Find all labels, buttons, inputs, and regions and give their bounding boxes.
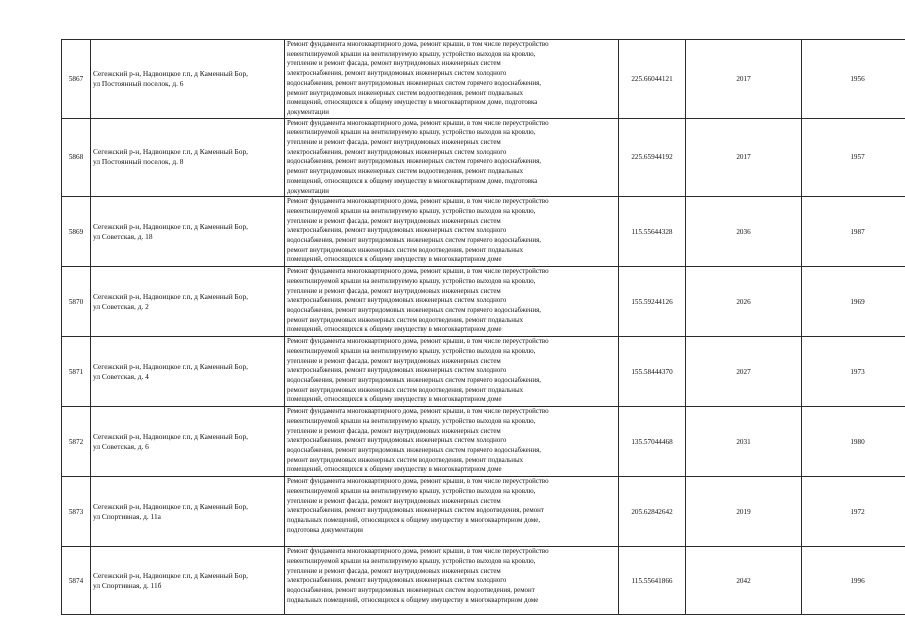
works-line: электроснабжения, ремонт внутридомовых инженерных систем холодного [287,148,507,156]
table-body [62,40,905,615]
planned-year-cell: 2027 [686,337,802,407]
cost-cell: 115.55644328 [619,197,686,267]
works-line: невентилируемой крыши на вентилируемую крышу, устройство выходов на кровлю, [287,50,536,58]
works-line: электроснабжения, ремонт внутридомовых инженерных систем холодного [287,70,507,78]
works-line: водоснабжения, ремонт внутридомовых инженерных систем горячего водоснабжения, [287,447,541,455]
works-line: помещений, относящихся к общему имуществу в многоквартирном доме [287,396,502,404]
works-line: помещений, относящихся к общему имуществу в многоквартирном доме, подготовка [287,177,538,185]
works-line: Ремонт фундамента многоквартирного дома, ремонт крыши, в том числе переустройство [287,478,549,486]
works-line: Ремонт фундамента многоквартирного дома, ремонт крыши, в том числе переустройство [287,41,549,48]
works-line: документации [287,108,329,116]
works-line: утепление и ремонт фасада, ремонт внутридомовых инженерных систем [287,427,501,435]
works-line: ремонт внутридомовых инженерных систем водоотведения, ремонт подвальных [287,456,524,464]
address-cell [91,407,285,477]
works-line: документации [287,187,329,195]
works-description-cell [285,40,619,119]
works-line: водоснабжения, ремонт внутридомовых инженерных систем горячего водоснабжения, [287,237,541,245]
cost-cell: 225.66044121 [619,40,686,119]
address-line: ул Советская, д. 6 [93,441,149,451]
address-cell [91,118,285,197]
row-number-cell: 5872 [62,407,91,477]
works-line: невентилируемой крыши на вентилируемую крышу, устройство выходов на кровлю, [287,129,536,137]
works-line: утепление и ремонт фасада, ремонт внутридомовых инженерных систем [287,60,501,68]
address-line: Сегежский р-н, Надвоицкое г.п, д Каменный Бор, [93,221,249,231]
address-cell [91,547,285,615]
works-line: невентилируемой крыши на вентилируемую крышу, устройство выходов на кровлю, [287,417,536,425]
works-line: Ремонт фундамента многоквартирного дома, ремонт крыши, в том числе переустройство [287,338,549,346]
address-cell [91,267,285,337]
row-number-cell: 5868 [62,118,91,197]
cost-cell: 115.55641866 [619,547,686,615]
repair-program-table [61,39,905,615]
works-line: невентилируемой крыши на вентилируемую крышу, устройство выходов на кровлю, [287,207,536,215]
row-number-cell: 5869 [62,197,91,267]
planned-year-cell: 2042 [686,547,802,615]
works-line: электроснабжения, ремонт внутридомовых инженерных систем водоотведения, ремонт [287,507,544,515]
works-line: подвальных помещений, относящихся к общему имуществу в многоквартирном доме [287,596,539,604]
works-line: помещений, относящихся к общему имуществу в многоквартирном доме [287,466,502,474]
works-line: водоснабжения, ремонт внутридомовых инженерных систем горячего водоснабжения, [287,158,541,166]
works-line: ремонт внутридомовых инженерных систем водоотведения, ремонт подвальных [287,89,524,97]
works-line: водоснабжения, ремонт внутридомовых инженерных систем горячего водоснабжения, [287,79,541,87]
works-line: помещений, относящихся к общему имуществу в многоквартирном доме [287,256,502,264]
cost-cell: 135.57044468 [619,407,686,477]
build-year-cell: 1956 [802,40,905,119]
address-line: Сегежский р-н, Надвоицкое г.п, д Каменный Бор, [93,291,249,301]
works-line: ремонт внутридомовых инженерных систем водоотведения, ремонт подвальных [287,246,524,254]
row-number-cell: 5874 [62,547,91,615]
works-line: ремонт внутридомовых инженерных систем водоотведения, ремонт подвальных [287,168,524,176]
planned-year-cell: 2017 [686,40,802,119]
works-line: ремонт внутридомовых инженерных систем водоотведения, ремонт подвальных [287,386,524,394]
build-year-cell: 1973 [802,337,905,407]
build-year-cell: 1972 [802,477,905,547]
works-line: невентилируемой крыши на вентилируемую крышу, устройство выходов на кровлю, [287,277,536,285]
works-line: подготовка документации [287,526,363,534]
planned-year-cell: 2026 [686,267,802,337]
table-row [62,267,905,337]
address-cell [91,337,285,407]
works-line: помещений, относящихся к общему имуществу в многоквартирном доме [287,326,502,334]
works-description-cell [285,547,619,615]
address-line: ул Советская, д. 2 [93,301,149,311]
address-line: Сегежский р-н, Надвоицкое г.п, д Каменный Бор, [93,68,249,78]
works-description-cell [285,477,619,547]
planned-year-cell: 2019 [686,477,802,547]
build-year-cell: 1996 [802,547,905,615]
works-line: Ремонт фундамента многоквартирного дома, ремонт крыши, в том числе переустройство [287,548,549,556]
table-row [62,547,905,615]
address-line: ул Спортивная, д. 11а [93,511,161,521]
table-row [62,477,905,547]
works-line: Ремонт фундамента многоквартирного дома, ремонт крыши, в том числе переустройство [287,408,549,416]
works-line: помещений, относящихся к общему имуществу в многоквартирном доме, подготовка [287,99,538,107]
address-line: Сегежский р-н, Надвоицкое г.п, д Каменный Бор, [93,570,249,580]
works-line: Ремонт фундамента многоквартирного дома, ремонт крыши, в том числе переустройство [287,198,549,206]
address-cell [91,477,285,547]
cost-cell: 155.58444370 [619,337,686,407]
works-description-cell [285,407,619,477]
address-line: ул Постоянный поселок, д. 6 [93,78,184,88]
works-line: невентилируемой крыши на вентилируемую крышу, устройство выходов на кровлю, [287,487,536,495]
address-line: ул Постоянный поселок, д. 8 [93,157,184,167]
build-year-cell: 1969 [802,267,905,337]
table-row [62,197,905,267]
works-line: электроснабжения, ремонт внутридомовых инженерных систем холодного [287,437,507,445]
works-line: электроснабжения, ремонт внутридомовых инженерных систем холодного [287,227,507,235]
works-line: водоснабжения, ремонт внутридомовых инженерных систем горячего водоснабжения, [287,307,541,315]
build-year-cell: 1957 [802,118,905,197]
works-line: Ремонт фундамента многоквартирного дома, ремонт крыши, в том числе переустройство [287,268,549,276]
works-line: электроснабжения, ремонт внутридомовых инженерных систем холодного [287,297,507,305]
works-line: утепление и ремонт фасада, ремонт внутридомовых инженерных систем [287,217,501,225]
works-line: невентилируемой крыши на вентилируемую крышу, устройство выходов на кровлю, [287,557,536,565]
address-line: Сегежский р-н, Надвоицкое г.п, д Каменный Бор, [93,361,249,371]
planned-year-cell: 2036 [686,197,802,267]
planned-year-cell: 2031 [686,407,802,477]
address-cell [91,40,285,119]
build-year-cell: 1980 [802,407,905,477]
works-line: ремонт внутридомовых инженерных систем водоотведения, ремонт подвальных [287,316,524,324]
build-year-cell: 1987 [802,197,905,267]
works-line: утепление и ремонт фасада, ремонт внутридомовых инженерных систем [287,139,501,147]
planned-year-cell: 2017 [686,118,802,197]
row-number-cell: 5870 [62,267,91,337]
row-number-cell: 5873 [62,477,91,547]
works-line: Ремонт фундамента многоквартирного дома, ремонт крыши, в том числе переустройство [287,119,549,127]
table-row [62,407,905,477]
address-line: Сегежский р-н, Надвоицкое г.п, д Каменный Бор, [93,501,249,511]
works-description-cell [285,118,619,197]
works-line: утепление и ремонт фасада, ремонт внутридомовых инженерных систем [287,567,501,575]
works-line: подвальных помещений, относящихся к общему имуществу в многоквартирном доме, [287,517,541,525]
cost-cell: 225.65944192 [619,118,686,197]
works-line: невентилируемой крыши на вентилируемую крышу, устройство выходов на кровлю, [287,347,536,355]
cost-cell: 155.59244126 [619,267,686,337]
works-line: утепление и ремонт фасада, ремонт внутридомовых инженерных систем [287,357,501,365]
works-description-cell [285,197,619,267]
works-description-cell [285,337,619,407]
address-line: ул Спортивная, д. 11б [93,580,162,590]
works-line: утепление и ремонт фасада, ремонт внутридомовых инженерных систем [287,287,501,295]
works-line: утепление и ремонт фасада, ремонт внутридомовых инженерных систем [287,497,501,505]
row-number-cell: 5867 [62,40,91,119]
works-description-cell [285,267,619,337]
address-cell [91,197,285,267]
table-row [62,337,905,407]
cost-cell: 205.62842642 [619,477,686,547]
works-line: водоснабжения, ремонт внутридомовых инженерных систем горячего водоснабжения, [287,377,541,385]
address-line: ул Советская, д. 18 [93,231,153,241]
works-line: электроснабжения, ремонт внутридомовых инженерных систем холодного [287,577,507,585]
address-line: Сегежский р-н, Надвоицкое г.п, д Каменный Бор, [93,431,249,441]
works-line: электроснабжения, ремонт внутридомовых инженерных систем холодного [287,367,507,375]
works-line: водоснабжения, ремонт внутридомовых инженерных систем водоотведения, ремонт [287,587,535,595]
table-row [62,40,905,119]
table-row [62,118,905,197]
address-line: Сегежский р-н, Надвоицкое г.п, д Каменный Бор, [93,147,249,157]
row-number-cell: 5871 [62,337,91,407]
address-line: ул Советская, д. 4 [93,371,149,381]
